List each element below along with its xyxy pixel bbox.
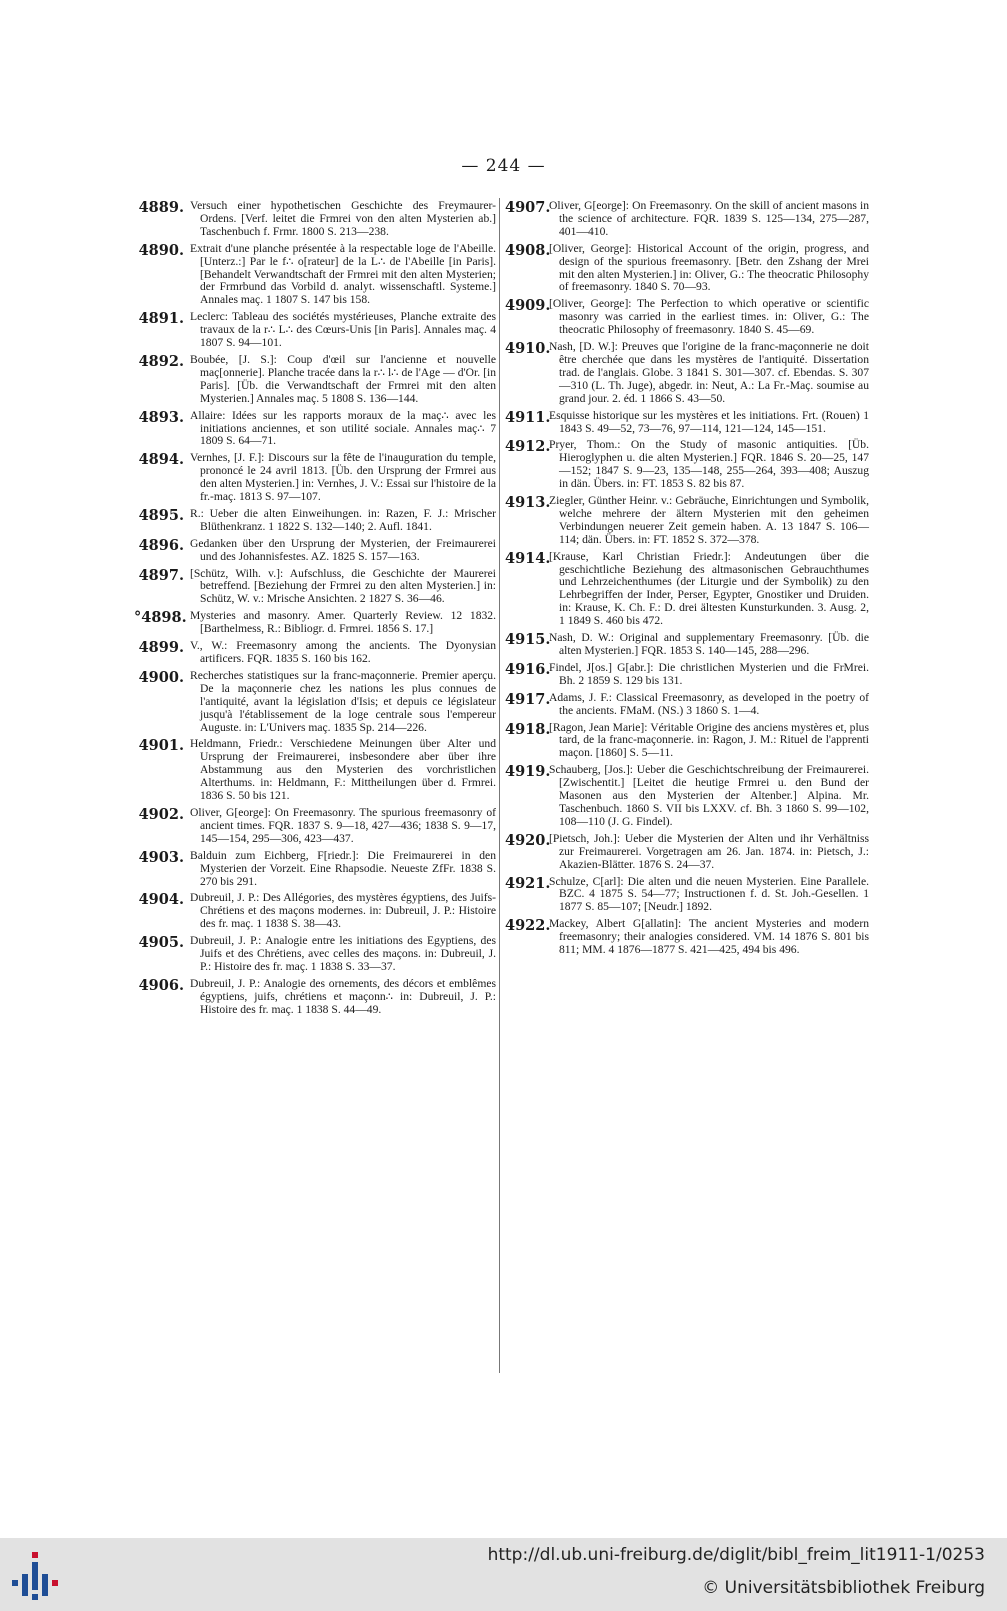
university-library-logo-icon <box>10 1550 60 1602</box>
bibliography-entry <box>505 495 869 547</box>
entry-text: [Krause, Karl Christian Friedr.]: Andeutungen über die geschichtliche Beziehung des altmasonischen Gebrauchthumes und Lehrzeichenthumes (der Liturgie und der Symbolik) zu den Lehrbegriffen der Inder, Perser, Egypter, Gnostiker und Druiden. in: Krause, K. Ch. F.: D. drei ältesten Kunsturkunden. 3. Ausg. 2, 1 1849 S. 460 bis 472. <box>549 549 869 628</box>
bibliography-entry <box>134 311 496 350</box>
entry-number: 4889. <box>138 199 184 216</box>
entry-number: °4898. <box>134 609 187 627</box>
entry-text: Extrait d'une planche présentée à la respectable loge de l'Abeille. [Unterz.:] Par le f∴ o[rateur] de la L∴ de l'Abeille [in Paris]. [Behandelt Verwandtschaft der Frmrei mit den alten Mysterien; der Frmrbund das Vorbild d. analyt. wissenschaftl. Systeme.] Annales maç. 1 1807 S. 147 bis 158. <box>190 241 496 307</box>
bibliography-entry <box>134 892 496 931</box>
source-url-link[interactable]: http://dl.ub.uni-freiburg.de/diglit/bibl_freim_lit1911-1/0253 <box>487 1545 985 1565</box>
entry-text: Mackey, Albert G[allatin]: The ancient Mysteries and modern freemasonry; their analogies considered. VM. 14 1876 S. 801 bis 811; MM. 4 1876—1877 S. 421—425, 494 bis 496. <box>549 917 869 957</box>
bibliography-entry <box>505 341 869 406</box>
entry-number: 4922. <box>505 917 551 935</box>
entry-number: 4911. <box>505 408 551 426</box>
footer-bar <box>0 1538 1007 1611</box>
right-column <box>505 200 869 961</box>
entry-number: 4900. <box>138 668 184 686</box>
entry-number: 4913. <box>505 494 551 512</box>
bibliography-entry <box>505 551 869 628</box>
bibliography-entry <box>134 508 496 534</box>
bibliography-entry <box>505 692 869 718</box>
entry-number: 4909. <box>505 297 551 315</box>
entry-number: 4903. <box>138 848 184 866</box>
entry-text: Nash, [D. W.]: Preuves que l'origine de la franc-maçonnerie ne doit être cherchée que dans les mystères de l'antiquité. Dissertation trad. de l'anglais. Globe. 3 1841 S. 301—307. cf. Ebendas. S. 307—310 (L. Th. Juge), abgedr. in: Neut, A.: La Fr.-Maç. soumise au grand jour. 2. éd. 1 1866 S. 43—50. <box>549 340 869 405</box>
entry-text: Dubreuil, J. P.: Analogie entre les initiations des Egyptiens, des Juifs et des Chrétiens, avec celles des maçons. in: Dubreuil, J. P.: Histoire des fr. maç. 1 1838 S. 33—37. <box>190 934 496 973</box>
entry-number: 4916. <box>505 660 551 678</box>
entry-text: Adams, J. F.: Classical Freemasonry, as developed in the poetry of the ancients. FMaM. (NS.) 3 1860 S. 1—4. <box>549 690 869 717</box>
entry-text: [Oliver, George]: Historical Account of the origin, progress, and design of the spurious freemasonry. [Betr. den Zshang der Mrei mit den alten Mysterien.] in: Oliver, G.: The theocratic Philosophy of freemasonry. 1840 S. 70—93. <box>549 241 869 294</box>
bibliography-entry <box>134 935 496 974</box>
entry-text: Findel, J[os.] G[abr.]: Die christlichen Mysterien und die FrMrei. Bh. 2 1859 S. 129 bis 131. <box>549 660 869 687</box>
entry-number: 4891. <box>138 310 184 328</box>
bibliography-entry <box>134 610 496 636</box>
bibliography-entry <box>505 243 869 295</box>
entry-number: 4914. <box>505 549 551 567</box>
entry-number: 4908. <box>505 241 551 259</box>
bibliography-entry <box>505 298 869 337</box>
entry-number: 4921. <box>505 874 551 892</box>
bibliography-entry <box>505 876 869 915</box>
bibliography-entry <box>505 662 869 688</box>
entry-text: Pryer, Thom.: On the Study of masonic antiquities. [Üb. Hieroglyphen u. die alten Mysterien.] FQR. 1846 S. 20—25, 147—152; 1847 S. 9—23, 135—148, 255—264, 393—408; Auszug in dän. Übers. in: FT. 1853 S. 82 bis 87. <box>549 438 869 491</box>
entry-number: 4919. <box>505 763 551 781</box>
entry-number: 4918. <box>505 720 551 738</box>
entry-text: Leclerc: Tableau des sociétés mystérieuses, Planche extraite des travaux de la r∴ L∴ des Cœurs-Unis [in Paris]. Annales maç. 4 1807 S. 94—101. <box>190 310 496 350</box>
entry-number: 4910. <box>505 340 551 358</box>
bibliography-entry <box>134 670 496 735</box>
bibliography-entry <box>134 640 496 666</box>
entry-number: 4912. <box>505 438 551 456</box>
entry-text: Mysteries and masonry. Amer. Quarterly Review. 12 1832. [Barthelmess, R.: Bibliogr. d. Frmrei. 1856 S. 17.] <box>190 609 496 636</box>
bibliography-entry <box>134 807 496 846</box>
entry-number: 4901. <box>138 737 184 755</box>
entry-text: Heldmann, Friedr.: Verschiedene Meinungen über Alter und Ursprung der Freimaurerei, insbesondere aber über ihre Abstammung aus den Mysterien des vorchristlichen Alterthums. in: Heldmann, F.: Mittheilungen über d. Frmrei. 1836 S. 50 bis 121. <box>190 737 496 803</box>
bibliography-entry <box>505 439 869 491</box>
entry-text: [Oliver, George]: The Perfection to which operative or scientific masonry was carried in the earliest times. in: Oliver, G.: The theocratic Philosophy of freemasonry. 1840 S. 45—69. <box>549 297 869 337</box>
entry-number: 4904. <box>138 891 184 909</box>
entry-text: Schauberg, [Jos.]: Ueber die Geschichtschreibung der Freimaurerei. [Zwischentit.] [Leitet die heutige Frmrei u. den Bund der Masonen aus den Mysterien der Altenber.] Alpina. Mr. Taschenbuch. 1860 S. VII bis LXXV. cf. Bh. 3 1860 S. 99—102, 108—110 (J. G. Findel). <box>549 763 869 828</box>
entry-text: Ziegler, Günther Heinr. v.: Gebräuche, Einrichtungen und Symbolik, welche mehrere der ältern Mysterien mit den geheimen Verbindungen neuerer Zeit gemein haben. A. 13 1847 S. 106—114; dän. Übers. in: FT. 1852 S. 372—378. <box>549 494 869 546</box>
bibliography-entry <box>505 410 869 436</box>
entry-number: 4897. <box>138 566 184 584</box>
bibliography-entry <box>505 632 869 658</box>
bibliography-entry <box>134 200 496 239</box>
bibliography-entry <box>134 978 496 1017</box>
entry-text: Boubée, [J. S.]: Coup d'œil sur l'ancienne et nouvelle maç[onnerie]. Planche tracée dans la r∴ l∴ de l'Age — d'Or. [in Paris]. [Üb. die Verwandtschaft der Frmrei mit den alten Mysterien.] Annales maç. 5 1808 S. 136—144. <box>190 352 496 405</box>
entry-number: 4902. <box>138 805 184 823</box>
entry-text: Allaire: Idées sur les rapports moraux de la maç∴ avec les initiations anciennes, et son utilité sociale. Annales maç∴ 7 1809 S. 64—71. <box>190 408 496 448</box>
entry-number: 4892. <box>138 352 184 370</box>
entry-text: Versuch einer hypothetischen Geschichte des Freymaurer-Ordens. [Verf. leitet die Frmrei von den alten Mysterien ab.] Taschenbuch f. Frmr. 1800 S. 213—238. <box>190 199 496 238</box>
entry-text: R.: Ueber die alten Einweihungen. in: Razen, F. J.: Mrischer Blüthenkranz. 1 1822 S. 132—140; 2. Aufl. 1841. <box>190 506 496 533</box>
bibliography-entry <box>134 738 496 803</box>
bibliography-entry <box>134 354 496 406</box>
entry-text: Esquisse historique sur les mystères et les initiations. Frt. (Rouen) 1 1843 S. 49—52, 73—76, 97—114, 121—124, 145—151. <box>549 408 869 435</box>
bibliography-entry <box>134 538 496 564</box>
entry-text: Oliver, G[eorge]: On Freemasonry. On the skill of ancient masons in the science of architecture. FQR. 1839 S. 125—134, 275—287, 401—410. <box>549 199 869 238</box>
entry-text: [Pietsch, Joh.]: Ueber die Mysterien der Alten und ihr Verhältniss zur Freimaurerei. Vorgetragen am 26. Jan. 1874. in: Pietsch, J.: Akazien-Blätter. 1876 S. 24—37. <box>549 831 869 871</box>
entry-number: 4917. <box>505 690 551 708</box>
entry-number: 4905. <box>138 934 184 952</box>
entry-number: 4895. <box>138 506 184 524</box>
entry-number: 4906. <box>138 976 184 994</box>
entry-text: Nash, D. W.: Original and supplementary Freemasonry. [Üb. die alten Mysterien.] FQR. 1853 S. 140—145, 288—296. <box>549 631 869 657</box>
entry-text: Recherches statistiques sur la franc-maçonnerie. Premier aperçu. De la maçonnerie chez les nations les plus connues de l'antiquité, avant la législation d'Isis; et depuis ce législateur jusqu'à l'établissement de la loge centrale sous l'empereur Auguste. in: L'Univers maç. 1835 Sp. 214—226. <box>190 668 496 734</box>
entry-text: Vernhes, [J. F.]: Discours sur la fête de l'inauguration du temple, prononcé le 24 avril 1813. [Üb. den Ursprung der Frmrei aus den alten Mysterien.] in: Vernhes, J. V.: Essai sur l'histoire de la fr.-maç. 1813 S. 97—107. <box>190 451 496 504</box>
entry-number: 4907. <box>505 199 551 216</box>
bibliography-entry <box>134 452 496 504</box>
bibliography-entry <box>134 850 496 889</box>
entry-number: 4894. <box>138 451 184 469</box>
column-divider <box>499 198 500 1373</box>
entry-number: 4896. <box>138 536 184 554</box>
bibliography-entry <box>134 410 496 449</box>
bibliography-entry <box>134 568 496 607</box>
bibliography-entry <box>505 722 869 761</box>
entry-text: Gedanken über den Ursprung der Mysterien, der Freimaurerei und des Johannisfestes. AZ. 1825 S. 157—163. <box>190 536 496 563</box>
entry-text: Balduin zum Eichberg, F[riedr.]: Die Freimaurerei in den Mysterien der Vorzeit. Eine Rhapsodie. Neueste ZfFr. 1838 S. 270 bis 291. <box>190 848 496 888</box>
entry-text: Dubreuil, J. P.: Analogie des ornements, des décors et emblêmes égyptiens, juifs, chrétiens et maçonn∴ in: Dubreuil, J. P.: Histoire des fr. maç. 1 1838 S. 44—49. <box>190 976 496 1016</box>
bibliography-entry <box>505 833 869 872</box>
entry-number: 4920. <box>505 831 551 849</box>
entry-text: [Schütz, Wilh. v.]: Aufschluss, die Geschichte der Maurerei betreffend. [Beziehung der Frmrei zu den alten Mysterien.] in: Schütz, W. v.: Mrische Ansichten. 2 1827 S. 36—46. <box>190 566 496 606</box>
page-number: — 244 — <box>461 156 546 176</box>
entry-text: Dubreuil, J. P.: Des Allégories, des mystères égyptiens, des Juifs-Chrétiens et des maçons modernes. in: Dubreuil, J. P.: Histoire des fr. maç. 1 1838 S. 38—43. <box>190 891 496 931</box>
entry-number: 4890. <box>138 241 184 259</box>
left-column <box>134 200 496 1021</box>
copyright-notice: © Universitätsbibliothek Freiburg <box>702 1578 985 1598</box>
entry-number: 4893. <box>138 408 184 426</box>
bibliography-entry <box>505 200 869 239</box>
bibliography-entry <box>505 918 869 957</box>
bibliography-entry <box>134 243 496 308</box>
entry-text: Oliver, G[eorge]: On Freemasonry. The spurious freemasonry of ancient times. FQR. 1837 S. 9—18, 427—436; 1838 S. 9—17, 145—154, 295—306, 423—437. <box>190 805 496 845</box>
entry-text: [Ragon, Jean Marie]: Véritable Origine des anciens mystères et, plus tard, de la franc-maçonnerie. in: Ragon, J. M.: Rituel de l'apprenti maçon. [1860] S. 5—11. <box>549 720 869 760</box>
entry-number: 4899. <box>138 639 184 657</box>
bibliography-entry <box>505 764 869 829</box>
entry-number: 4915. <box>505 631 551 649</box>
entry-text: V., W.: Freemasonry among the ancients. The Dyonysian artificers. FQR. 1835 S. 160 bis 162. <box>190 639 496 665</box>
entry-text: Schulze, C[arl]: Die alten und die neuen Mysterien. Eine Parallele. BZC. 4 1875 S. 54—77; Instructionen f. d. St. Joh.-Gesellen. 1 1877 S. 85—107; [Neudr.] 1892. <box>549 874 869 914</box>
